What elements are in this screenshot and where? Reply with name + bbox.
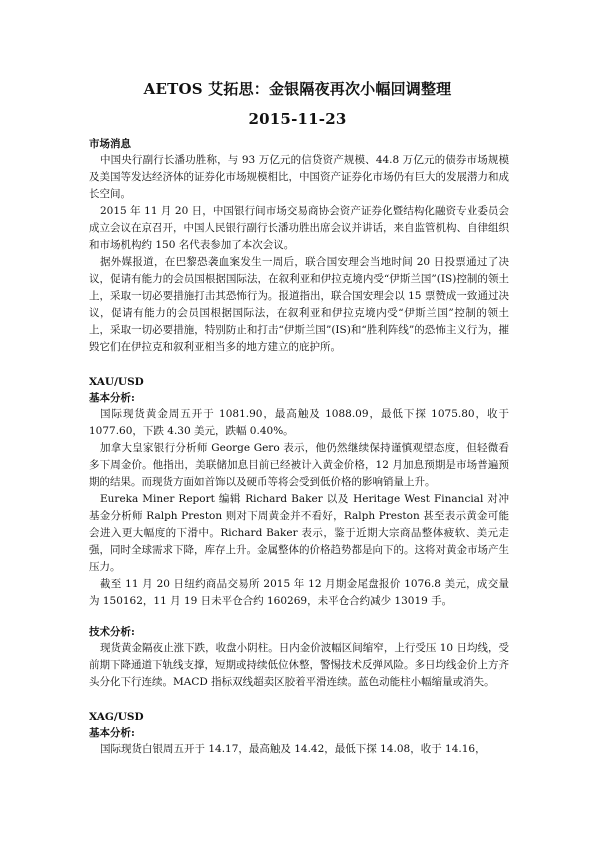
xag-fundamental-paragraph: 国际现货白银周五开于 14.17，最高触及 14.42，最低下探 14.08，收于 14.16， — [100, 743, 486, 755]
news-paragraph: 据外媒报道，在巴黎恐袭血案发生一周后，联合国安理会当地时间 20 日投票通过了决议，促请有能力的会员国根据国际法，在叙利亚和伊拉克境内受“伊斯兰国”(IS)控制的领土上，采取一切必要措施打击其恐怖行为。报道指出，联合国安理会以 15 票赞成一致通过决议，促请有能力的会员国根据国际法，在叙利亚和伊拉克境内受“伊斯兰国”控制的领土上，采取一切必要措施，特别防止和打击“伊斯兰国”(IS)和“胜利阵线”的恐怖主义行为，摧毁它们在伊拉克和叙利亚相当多的地方建立的庇护所。 — [89, 256, 509, 353]
xau-fundamental-paragraph: 加拿大皇家银行分析师 George Gero 表示，他仍然继续保持谨慎观望态度，但轻微看多下周金价。他指出，美联储加息目前已经被计入黄金价格，12 月加息预期是市场普遍预期的结果。而现货方面如首饰以及硬币等将会受到低价格的影响销量上升。 — [89, 442, 509, 488]
document-body — [89, 136, 509, 758]
xau-technical-heading: 技术分析: — [89, 626, 135, 638]
xag-fundamental-heading: 基本分析: — [89, 727, 135, 739]
document-title: AETOS 艾拓思：金银隔夜再次小幅回调整理 — [143, 80, 452, 98]
news-paragraph: 2015 年 11 月 20 日，中国银行间市场交易商协会资产证券化暨结构化融资专业委员会成立会议在京召开，中国人民银行副行长潘功胜出席会议并讲话，来自监管机构、自律组织和市场机构约 150 名代表参加了本次会议。 — [89, 205, 509, 251]
xau-fundamental-paragraph: 国际现货黄金周五开于 1081.90，最高触及 1088.09，最低下探 1075.80，收于 1077.60，下跌 4.30 美元，跌幅 0.40%。 — [89, 408, 509, 437]
xau-fundamental-paragraph: 截至 11 月 20 日纽约商品交易所 2015 年 12 月期金尾盘报价 1076.8 美元，成交量为 150162，11 月 19 日未平仓合约 160269，未平仓合约减少 13019 手。 — [89, 578, 509, 607]
xau-symbol: XAU/USD — [89, 376, 144, 388]
news-heading: 市场消息 — [89, 138, 131, 150]
xag-symbol: XAG/USD — [89, 711, 144, 723]
xau-fundamental-paragraph: Eureka Miner Report 编辑 Richard Baker 以及 Heritage West Financial 对冲基金分析师 Ralph Preston 则对下周黄金并不看好，Ralph Preston 甚至表示黄金可能会进入更大幅度的下滑中。Richard Baker 表示，鉴于近期大宗商品整体疲软、美元走强，同时全球需求下降，库存上升。金属整体的价格趋势都是向下的。这将对黄金市场产生压力。 — [89, 493, 509, 573]
xau-fundamental-heading: 基本分析: — [89, 392, 135, 404]
xau-technical-paragraph: 现货黄金隔夜止涨下跌，收盘小阴柱。日内金价波幅区间缩窄，上行受压 10 日均线，受前期下降通道下轨线支撑，短期或持续低位休整，警惕技术反弹风险。多日均线金价上方齐头分化下行连续。MACD 指标双线超卖区胶着平滑连续。蓝色动能柱小幅缩量或消失。 — [89, 642, 509, 688]
document-date: 2015-11-23 — [248, 110, 347, 128]
news-paragraph: 中国央行副行长潘功胜称，与 93 万亿元的信贷资产规模、44.8 万亿元的债券市场规模及美国等发达经济体的证券化市场规模相比，中国资产证券化市场仍有巨大的发展潜力和成长空间。 — [89, 154, 509, 200]
